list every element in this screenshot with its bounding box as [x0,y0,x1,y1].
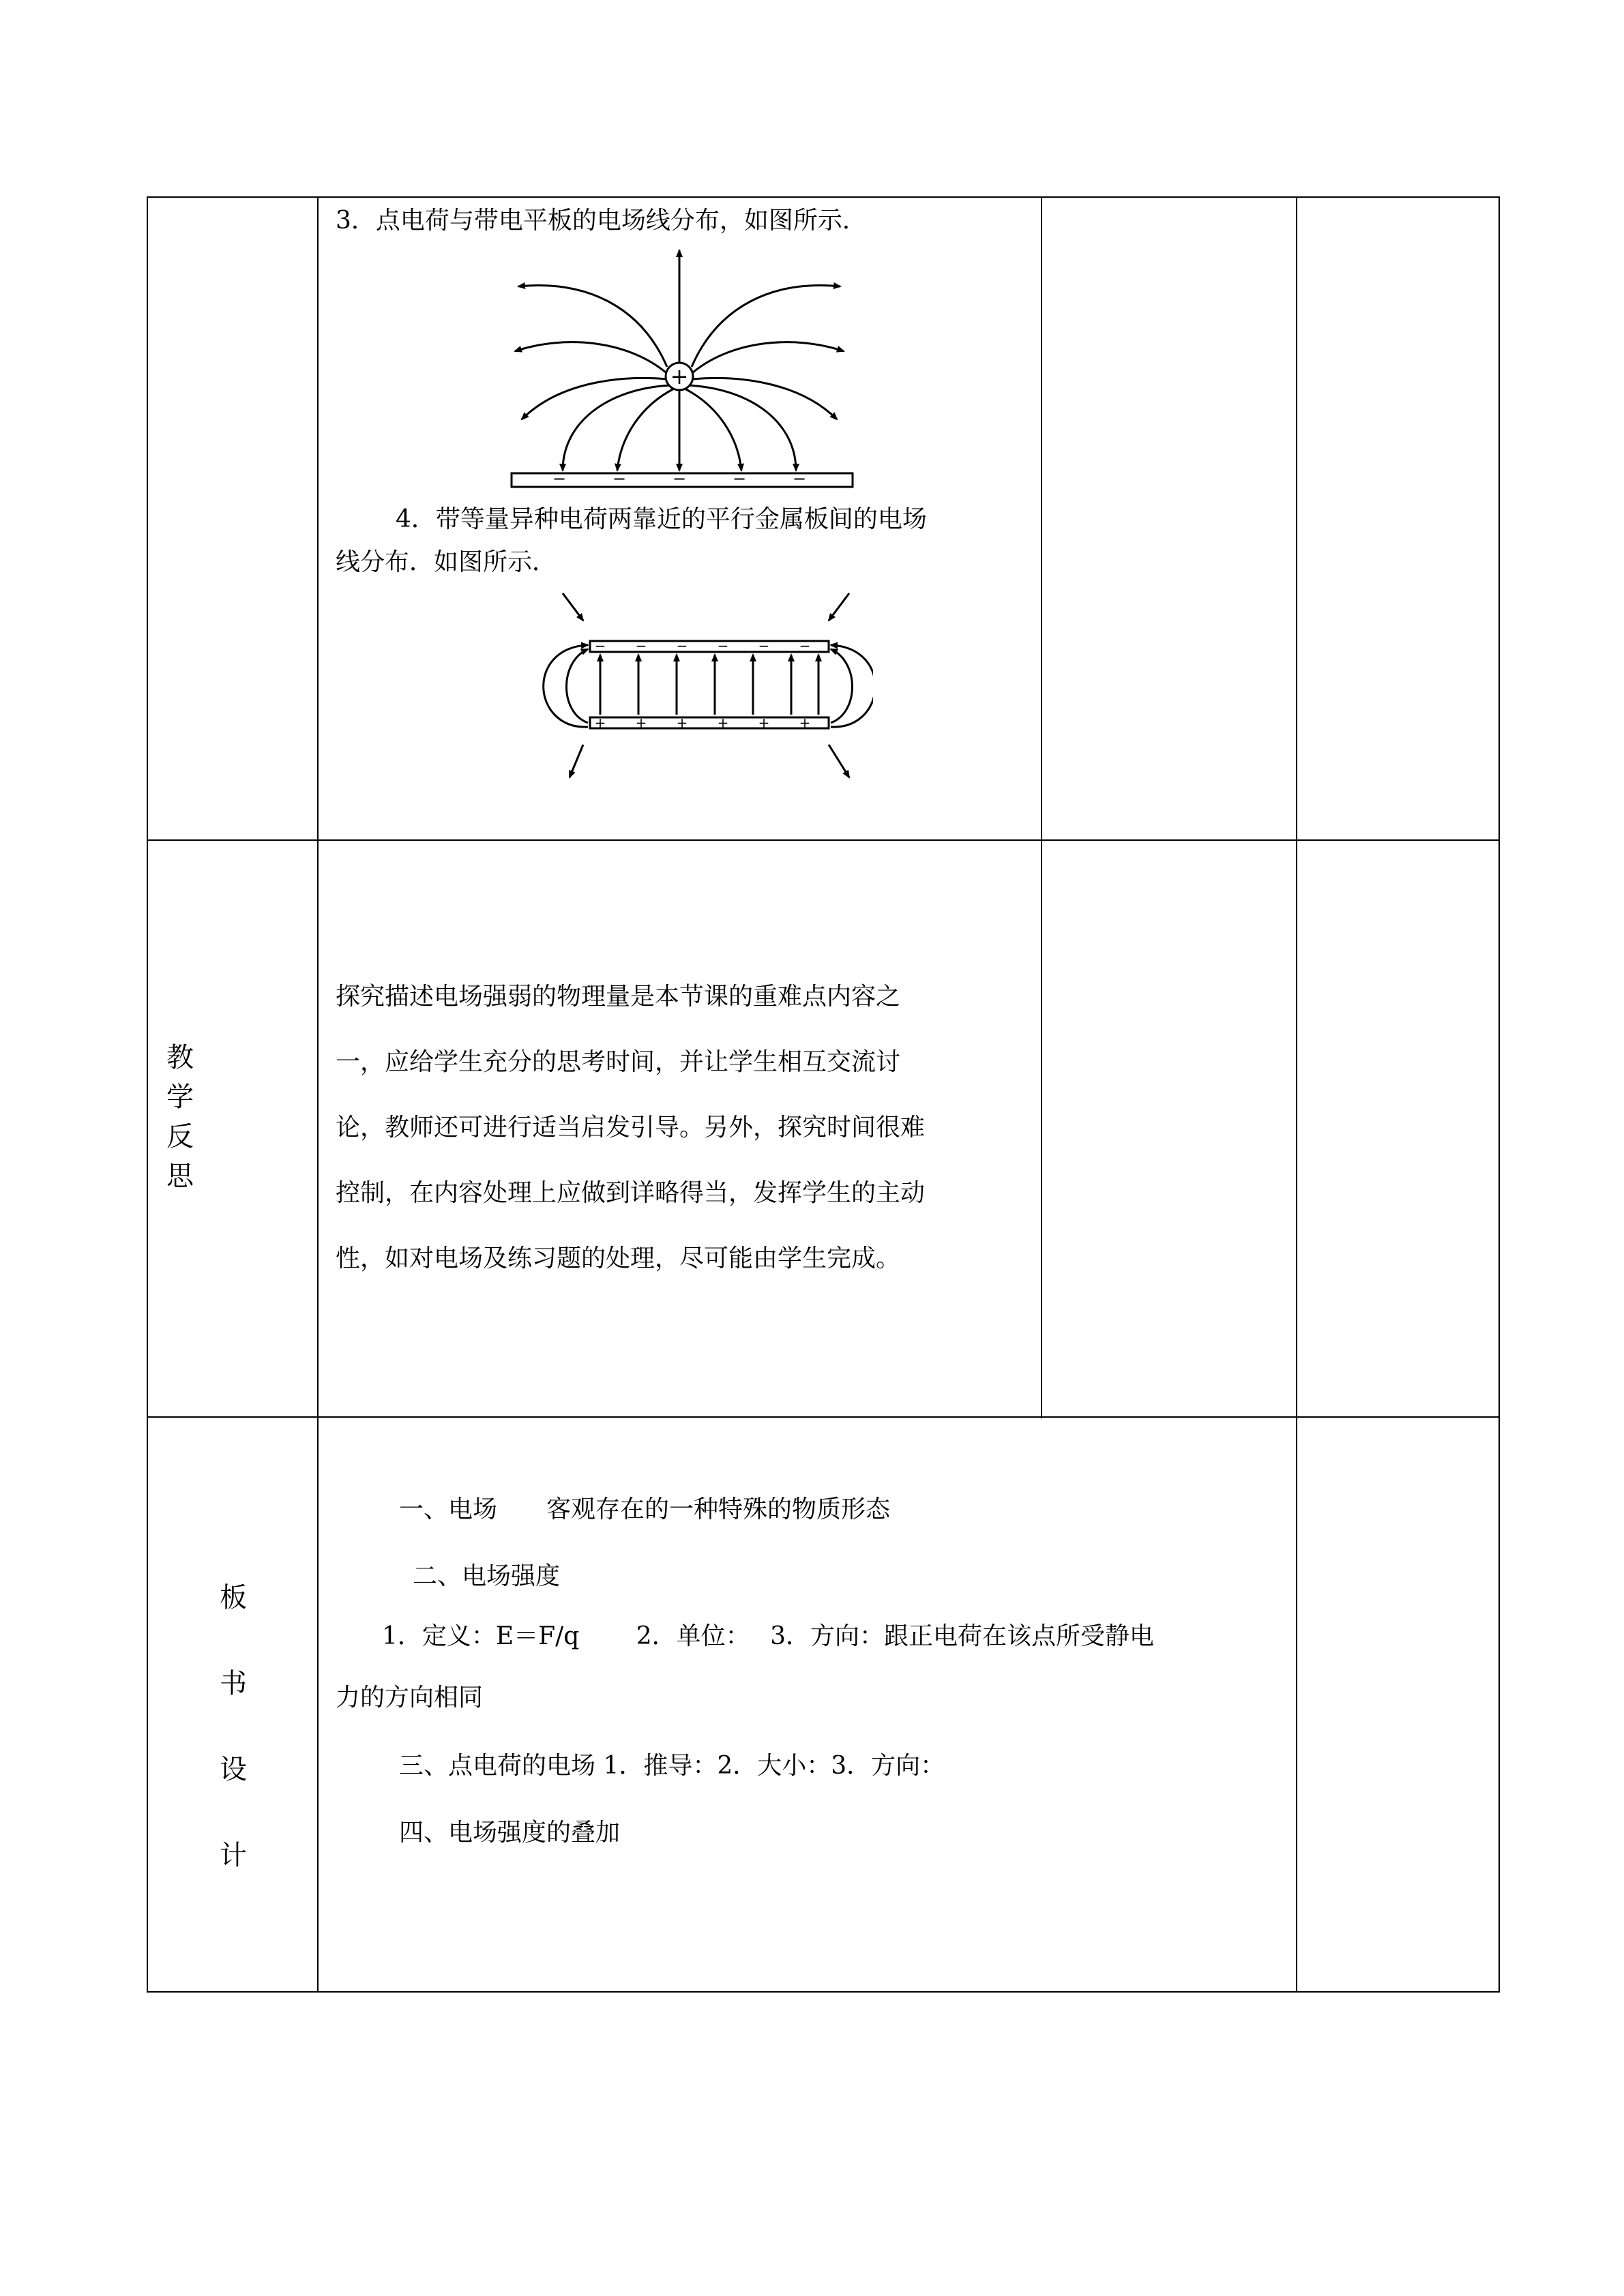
item4-text-line1: 4．带等量异种电荷两靠近的平行金属板间的电场 [396,505,927,533]
item4-text-line2: 线分布．如图所示． [336,548,557,576]
parallel-plates-field-diagram [525,586,873,791]
svg-text:+: + [799,715,811,731]
table-divider-col3 [1296,196,1297,1993]
svg-text:−: − [676,638,688,654]
board-line: 力的方向相同 [336,1684,484,1712]
svg-text:−: − [717,638,729,654]
table-divider-col2 [1041,196,1042,1418]
field-lines [515,250,844,471]
board-line: 三、点电荷的电场 1．推导：2．大小：3．方向： [399,1752,945,1780]
reflection-line: 一，应给学生充分的思考时间，并让学生相互交流讨 [336,1048,901,1076]
bottom-plate [590,717,829,728]
svg-text:−: − [612,469,627,488]
svg-text:−: − [732,469,747,488]
svg-text:−: − [758,638,770,654]
svg-text:+: + [635,715,647,731]
svg-text:−: − [799,638,811,654]
table-border-top [147,196,1500,198]
table-border-bottom [147,1991,1500,1993]
item3-text: 3．点电荷与带电平板的电场线分布，如图所示． [336,207,867,235]
svg-text:−: − [792,469,807,488]
svg-text:+: + [717,715,729,731]
board-line: 四、电场强度的叠加 [399,1819,621,1847]
svg-text:+: + [670,363,689,389]
svg-text:−: − [594,638,606,654]
board-line: 1．定义：E＝F/q 2．单位： 3．方向：跟正电荷在该点所受静电 [382,1622,1155,1650]
board-line: 一、电场 客观存在的一种特殊的物质形态 [399,1495,891,1523]
svg-text:+: + [676,715,688,731]
reflection-line: 控制，在内容处理上应做到详略得当，发挥学生的主动 [336,1179,926,1207]
reflection-line: 性，如对电场及练习题的处理，尽可能由学生完成。 [336,1244,901,1272]
table-divider-col1 [317,196,319,1993]
table-border-left [147,196,148,1993]
board-line: 二、电场强度 [413,1562,561,1590]
svg-text:+: + [594,715,606,731]
svg-text:+: + [758,715,770,731]
svg-text:−: − [635,638,647,654]
reflection-label: 教 学 反 思 [166,1042,194,1192]
svg-text:−: − [672,469,687,488]
reflection-line: 探究描述电场强弱的物理量是本节课的重难点内容之 [336,983,901,1011]
positive-charge [666,363,693,390]
top-plate [590,641,829,652]
reflection-line: 论，教师还可进行适当启发引导。另外，探究时间很难 [336,1114,926,1142]
table-border-right [1498,196,1500,1993]
svg-text:−: − [552,469,567,488]
table-row-divider-1 [147,839,1500,841]
table-row-divider-2 [147,1416,1500,1418]
board-label: 板 书 设 计 [220,1582,247,1871]
point-charge-plate-field-diagram [505,245,859,491]
field-lines [544,593,873,777]
